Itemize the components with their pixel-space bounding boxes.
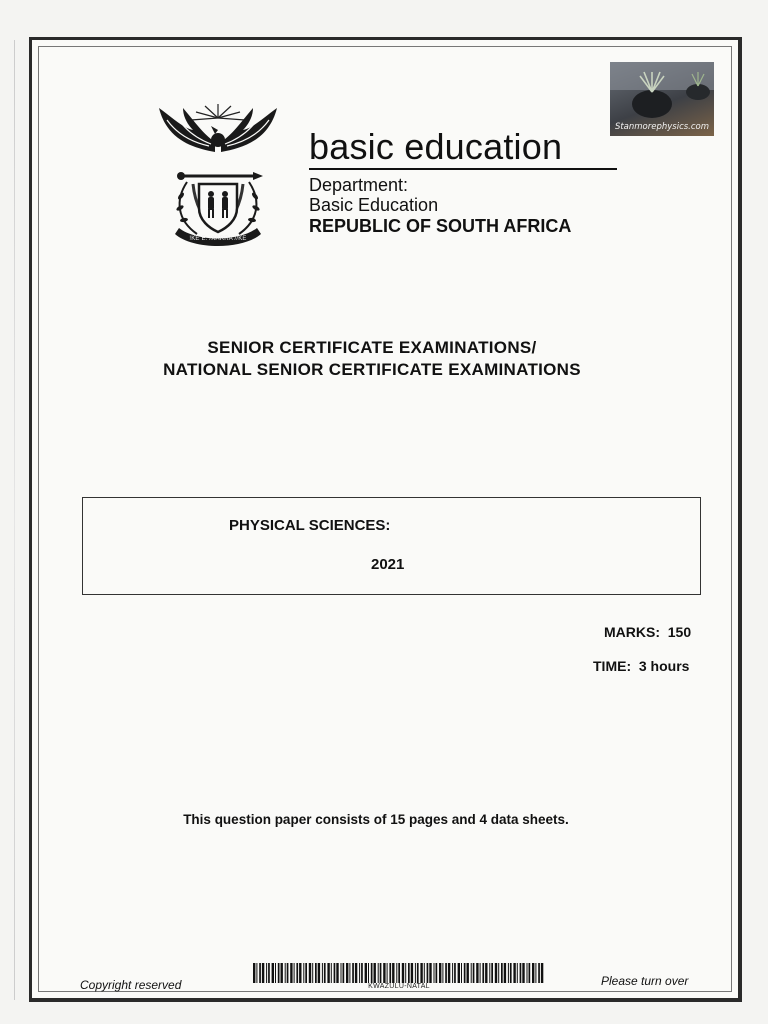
barcode-bar xyxy=(398,963,400,983)
barcode-bar xyxy=(285,963,286,983)
subject-box xyxy=(82,497,701,595)
barcode-bar xyxy=(368,963,369,983)
barcode-bar xyxy=(448,963,450,983)
barcode-bar xyxy=(424,963,425,983)
barcode-bar xyxy=(303,963,304,983)
barcode-bar xyxy=(294,963,295,983)
barcode-bar xyxy=(331,963,332,983)
barcode-bar xyxy=(480,963,481,983)
barcode-bar xyxy=(392,963,394,983)
barcode-bar xyxy=(464,963,466,983)
barcode-bar xyxy=(427,963,429,983)
barcode-bar xyxy=(498,963,499,983)
barcode-bar xyxy=(275,963,276,983)
barcode-bar xyxy=(454,963,456,983)
barcode-bar xyxy=(266,963,267,983)
barcode-bar xyxy=(324,963,326,983)
barcode-bar xyxy=(359,963,360,983)
watermark-image xyxy=(610,62,714,136)
barcode-bar xyxy=(408,963,410,983)
barcode-bar xyxy=(485,963,487,983)
barcode-bar xyxy=(268,963,270,983)
coat-of-arms-icon xyxy=(153,100,283,254)
marks-value: MARKS: 150 xyxy=(604,624,692,640)
barcode-bar xyxy=(458,963,460,983)
brand-underline xyxy=(309,168,617,170)
barcode-bar xyxy=(396,963,397,983)
barcode-bar xyxy=(504,963,506,983)
time-value: TIME: 3 hours xyxy=(593,658,690,674)
copyright-text: Copyright reserved xyxy=(80,978,182,992)
country-name: REPUBLIC OF SOUTH AFRICA xyxy=(309,216,572,236)
barcode-bar xyxy=(489,963,490,983)
barcode-bar xyxy=(278,963,280,983)
barcode-bar xyxy=(445,963,447,983)
barcode-bar xyxy=(439,963,441,983)
barcode-bar xyxy=(415,963,416,983)
barcode-bar xyxy=(538,963,540,983)
exam-title-line-1: SENIOR CERTIFICATE EXAMINATIONS/ xyxy=(207,338,537,357)
barcode-bar xyxy=(352,963,354,983)
barcode-bar xyxy=(402,963,404,983)
barcode-bar xyxy=(529,963,531,983)
barcode-bar xyxy=(535,963,536,983)
barcode-bar xyxy=(262,963,264,983)
department-label: Department: xyxy=(309,175,409,195)
barcode-bar xyxy=(482,963,484,983)
watermark-text: Stanmorephysics.com xyxy=(614,122,710,132)
brand-title: basic education xyxy=(309,126,563,167)
barcode-bar xyxy=(387,963,388,983)
barcode-bar xyxy=(522,963,524,983)
barcode-icon xyxy=(253,963,545,983)
barcode-bar xyxy=(467,963,469,983)
barcode-bar xyxy=(287,963,289,983)
barcode-bar xyxy=(334,963,336,983)
barcode-bar xyxy=(378,963,379,983)
barcode-bar xyxy=(517,963,518,983)
barcode-bar xyxy=(256,963,257,983)
barcode-bar xyxy=(452,963,453,983)
barcode-bar xyxy=(541,963,543,983)
barcode-bar xyxy=(473,963,475,983)
barcode-bar xyxy=(495,963,497,983)
barcode-bar xyxy=(253,963,255,983)
barcode-bar xyxy=(434,963,435,983)
barcode-bar xyxy=(374,963,376,983)
barcode-bar xyxy=(436,963,438,983)
barcode-bar xyxy=(281,963,283,983)
barcode-bar xyxy=(290,963,292,983)
barcode-bar xyxy=(380,963,382,983)
barcode-bar xyxy=(371,963,373,983)
subject-name: PHYSICAL SCIENCES: xyxy=(229,517,391,534)
barcode-bar xyxy=(343,963,345,983)
barcode-bar xyxy=(349,963,350,983)
barcode-bar xyxy=(309,963,311,983)
barcode-bar xyxy=(299,963,301,983)
barcode-bar xyxy=(322,963,323,983)
barcode-bar xyxy=(389,963,391,983)
barcode-bar xyxy=(513,963,515,983)
barcode-bar xyxy=(491,963,493,983)
barcode-bar xyxy=(442,963,443,983)
barcode-bar xyxy=(508,963,509,983)
department-name: Basic Education xyxy=(309,195,439,215)
barcode-bar xyxy=(346,963,348,983)
barcode-bar xyxy=(272,963,274,983)
barcode-bar xyxy=(476,963,478,983)
barcode-bar xyxy=(341,963,342,983)
barcode-bar xyxy=(336,963,338,983)
barcode-bar xyxy=(411,963,413,983)
barcode-bar xyxy=(520,963,522,983)
turn-over-text: Please turn over xyxy=(601,974,689,988)
barcode-bar xyxy=(510,963,512,983)
exam-title-line-2: NATIONAL SENIOR CERTIFICATE EXAMINATIONS xyxy=(163,360,581,379)
subject-year: 2021 xyxy=(371,556,405,573)
barcode-bar xyxy=(405,963,406,983)
scan-edge-line xyxy=(14,40,15,1000)
barcode-bar xyxy=(327,963,329,983)
barcode-bar xyxy=(365,963,367,983)
barcode-bar xyxy=(429,963,431,983)
barcode-bar xyxy=(532,963,534,983)
barcode-bar xyxy=(318,963,320,983)
barcode-bar xyxy=(461,963,462,983)
barcode-bar xyxy=(420,963,422,983)
barcode-bar xyxy=(527,963,528,983)
barcode-bar xyxy=(501,963,503,983)
barcode-bar xyxy=(361,963,363,983)
barcode-bar xyxy=(259,963,261,983)
barcode-label: KWAZULU-NATAL xyxy=(368,983,430,990)
crest-motto: !KE E: /XARRA //KE xyxy=(189,236,247,242)
barcode-bar xyxy=(383,963,385,983)
barcode-bar xyxy=(471,963,472,983)
barcode-bar xyxy=(315,963,317,983)
barcode-bar xyxy=(417,963,419,983)
barcode-bar xyxy=(312,963,313,983)
pages-note: This question paper consists of 15 pages and 4 data sheets. xyxy=(183,812,569,827)
barcode-bar xyxy=(305,963,307,983)
barcode-bar xyxy=(296,963,298,983)
barcode-bar xyxy=(355,963,357,983)
